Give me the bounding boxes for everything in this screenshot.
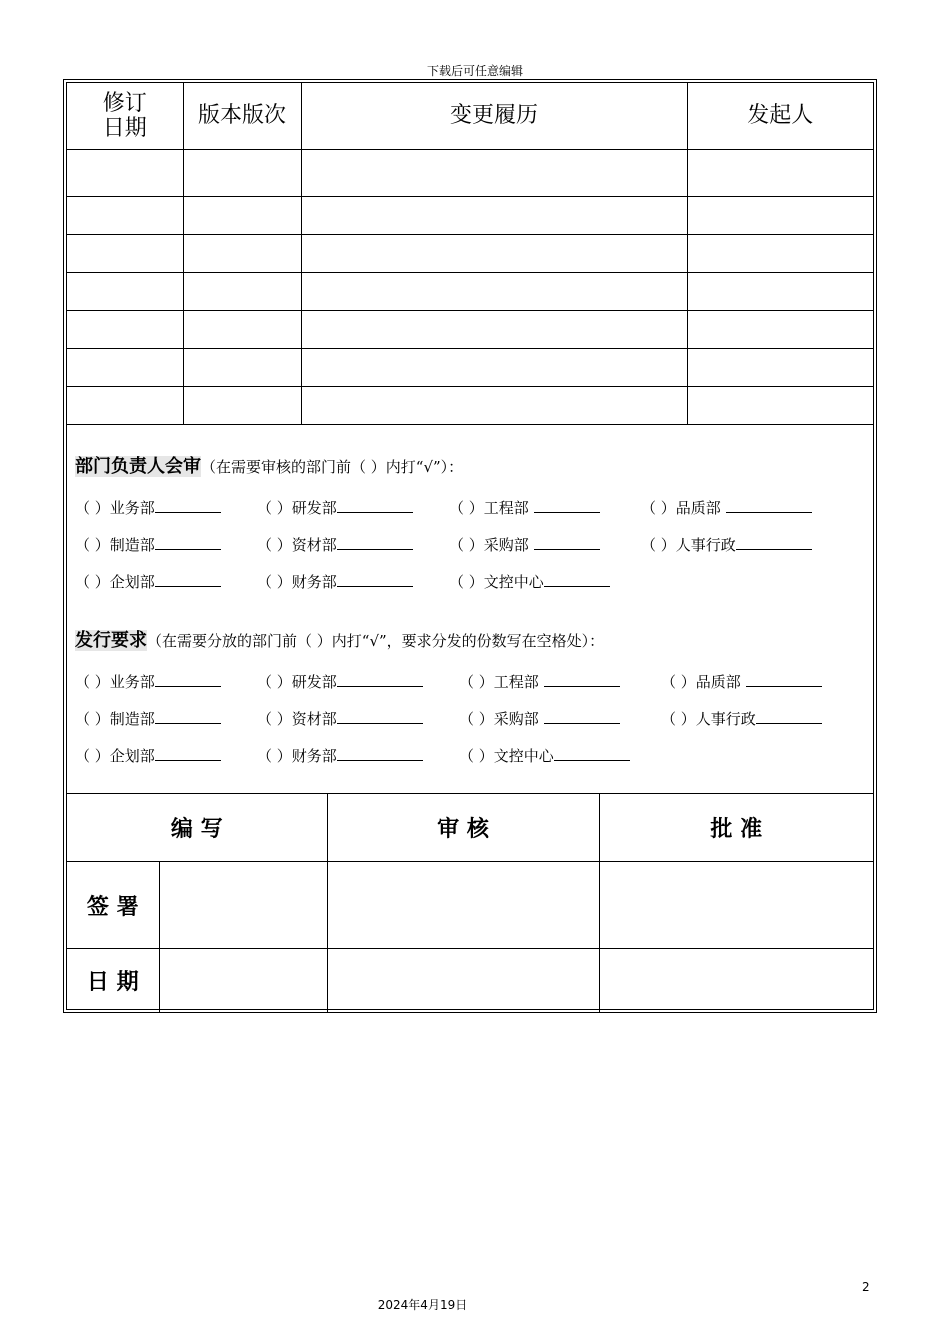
table-row [67,348,873,386]
header-revision-date-line: 修订 [102,90,147,116]
header-change-history: 变更履历 [301,83,687,149]
revision-table [67,83,873,425]
distribution-row-3 [75,744,630,766]
distribution-row-2 [75,707,822,729]
review-dept-finance: （ ）财务部 [257,573,337,591]
review-row-3 [75,570,610,592]
review-dept-materials: （ ）资材部 [257,536,337,554]
review-dept-rd: （ ）研发部 [257,499,337,517]
header-revision-date [67,83,183,149]
document-frame [63,79,877,1013]
dist-dept-sales: （ ）业务部 [75,673,155,691]
table-row [67,272,873,310]
dist-dept-purchasing: （ ）采购部 [459,710,539,728]
dist-dept-finance: （ ）财务部 [257,747,337,765]
table-row [67,149,873,196]
signoff-row-sign: 签 署 [67,862,159,949]
review-note: （在需要审核的部门前（ ）内打“√”）： [201,458,464,476]
review-dept-mfg: （ ）制造部 [75,536,155,554]
dist-dept-eng: （ ）工程部 [459,673,539,691]
footer-date: 2024年4月19日 [377,1298,468,1312]
table-row [67,234,873,272]
review-dept-planning: （ ）企划部 [75,573,155,591]
header-initiator: 发起人 [687,83,873,149]
distribution-title: 发行要求 [75,630,147,651]
dist-dept-doc-control: （ ）文控中心 [459,747,554,765]
revision-header-row [67,83,873,149]
dist-dept-qa: （ ）品质部 [661,673,741,691]
header-note: 下载后可任意编辑 [426,64,523,78]
signoff-col-approve: 批 准 [599,794,873,862]
review-dept-purchasing: （ ）采购部 [449,536,529,554]
review-dept-hr: （ ）人事行政 [641,536,736,554]
signoff-col-prepare: 编 写 [67,794,327,862]
review-row-1 [75,496,812,518]
dist-dept-planning: （ ）企划部 [75,747,155,765]
signoff-date-row [67,949,873,1013]
signoff-row-date: 日 期 [67,949,159,1013]
signoff-header-row [67,794,873,862]
table-row [67,310,873,348]
signoff-table [67,793,873,1013]
dist-dept-hr: （ ）人事行政 [661,710,756,728]
review-dept-qa: （ ）品质部 [641,499,721,517]
distribution-note: （在需要分放的部门前（ ）内打“√”，要求分发的份数写在空格处）： [147,632,605,650]
review-dept-eng: （ ）工程部 [449,499,529,517]
page-number: 2 [862,1280,870,1294]
table-row [67,196,873,234]
dist-dept-mfg: （ ）制造部 [75,710,155,728]
review-dept-sales: （ ）业务部 [75,499,155,517]
header-revision-date-line: 日期 [102,115,147,141]
signoff-col-review: 审 核 [327,794,599,862]
table-row [67,386,873,424]
review-row-2 [75,533,812,555]
header-version: 版本版次 [183,83,301,149]
review-dept-doc-control: （ ）文控中心 [449,573,544,591]
dist-dept-materials: （ ）资材部 [257,710,337,728]
distribution-row-1 [75,670,822,692]
review-title: 部门负责人会审 [75,456,201,477]
signoff-sign-row [67,862,873,949]
dist-dept-rd: （ ）研发部 [257,673,337,691]
